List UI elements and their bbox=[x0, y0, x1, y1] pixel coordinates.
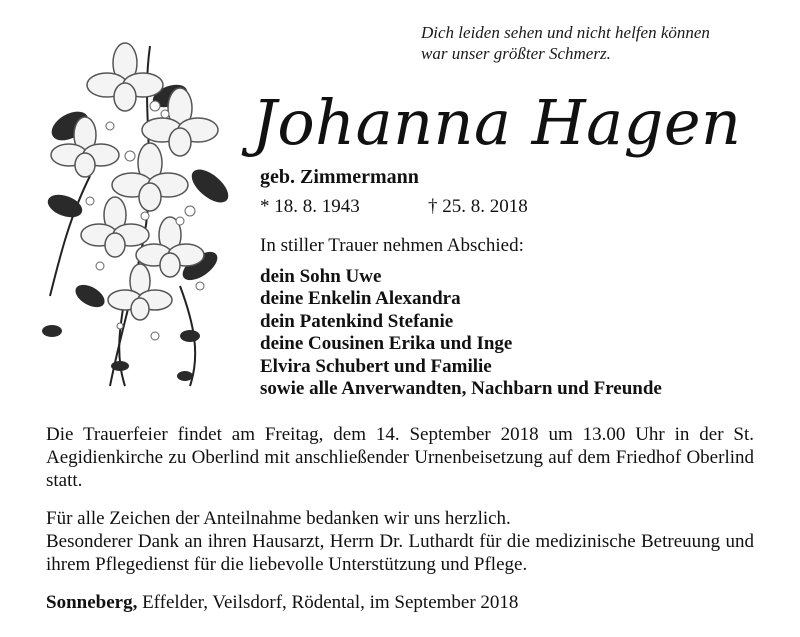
special-thanks-note: Besonderer Dank an ihren Hausarzt, Herrn Dr. Luthardt für die medizinische Betreuung und ihrem Pflegedienst für die liebevolle Unterstützung und Pflege. bbox=[46, 531, 754, 575]
funeral-details: Die Trauerfeier findet am Freitag, dem 14. September 2018 um 13.00 Uhr in der St. Aegidienkirche zu Oberlind mit anschließender Urnenbeisetzung auf dem Friedhof Oberlind statt. bbox=[46, 424, 754, 491]
birth-name: geb. Zimmermann bbox=[260, 166, 419, 188]
mourners-list bbox=[260, 266, 662, 400]
quote-line-2: war unser größter Schmerz. bbox=[421, 44, 611, 63]
quote-line-1: Dich leiden sehen und nicht helfen können bbox=[421, 23, 710, 42]
mourner-item: deine Cousinen Erika und Inge bbox=[260, 333, 513, 355]
death-date: † 25. 8. 2018 bbox=[428, 196, 528, 217]
mourner-item: deine Enkelin Alexandra bbox=[260, 288, 461, 310]
life-dates bbox=[260, 196, 528, 218]
signoff bbox=[46, 592, 518, 614]
birth-date: * 18. 8. 1943 bbox=[260, 196, 360, 217]
mourners-intro: In stiller Trauer nehmen Abschied: bbox=[260, 235, 524, 256]
deceased-name: Johanna Hagen bbox=[252, 86, 742, 159]
signoff-rest: Effelder, Veilsdorf, Rödental, im September 2018 bbox=[137, 592, 519, 613]
mourner-item: dein Sohn Uwe bbox=[260, 266, 382, 287]
mourner-item: sowie alle Anverwandten, Nachbarn und Freunde bbox=[260, 378, 662, 400]
memorial-quote bbox=[421, 22, 781, 64]
mourner-item: Elvira Schubert und Familie bbox=[260, 355, 492, 377]
orchid-bouquet-icon bbox=[30, 36, 240, 396]
thanks-note: Für alle Zeichen der Anteilnahme bedanken wir uns herzlich. bbox=[46, 508, 511, 529]
mourner-item: dein Patenkind Stefanie bbox=[260, 310, 454, 332]
signoff-place: Sonneberg, bbox=[46, 592, 138, 613]
